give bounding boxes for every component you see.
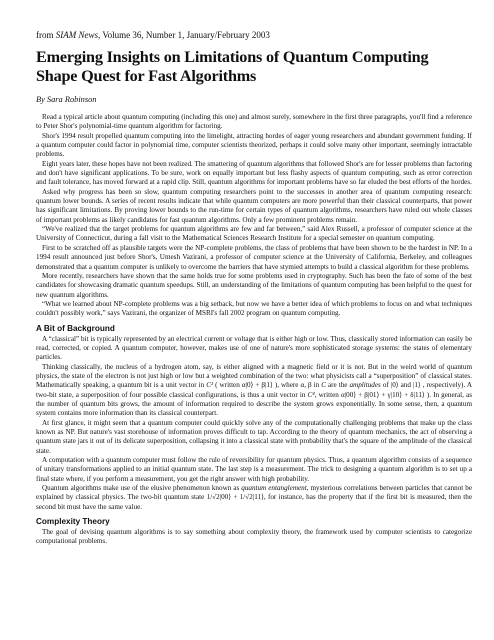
text-run: are the [325, 381, 350, 390]
section-heading: A Bit of Background [36, 323, 115, 333]
text-run: ). In general, as the number of quantum bits grows, the amount of information required to describe the system grows exponentially. In some sense, then, a quantum system contains more information than its classical counterpart. [36, 390, 472, 418]
paragraph [36, 363, 472, 419]
section-heading: Complexity Theory [36, 517, 110, 527]
math-entangled-state: 1/√2|00⟩ + 1/√2|11⟩ [206, 493, 264, 502]
paragraph: A “classical” bit is typically represented by an electrical current or voltage that is either high or low. Thus, classically stored information can easily be read, corrected, or copied. A quantum computer, however, makes use of one of nature's more sophisticated storage systems: the states of elementary particles. [36, 334, 472, 362]
text-run: , written [314, 390, 341, 399]
source-line [36, 30, 472, 41]
math-qubit: α|0⟩ + β|1⟩ [241, 381, 273, 390]
text-run: of [380, 381, 391, 390]
text-run: , mysterious correlations between particles that cannot be explained by classical physics. The two-bit quantum state [36, 484, 472, 502]
paragraph: More recently, researchers have shown that the same holds true for some problems used in cryptography. Such has been the fate of some of the best candidates for showcasing dramatic quantum speedups. Still, an understanding of the limitations of quantum computing has been helpful to the quest for new quantum algorithms. [36, 271, 472, 299]
article-body [36, 113, 472, 547]
math-ket0: |0⟩ [390, 381, 399, 390]
article-title: Emerging Insights on Limitations of Quantum Computing Shape Quest for Fast Algorithms [36, 48, 429, 85]
emphasis-entanglement: quantum entanglement [241, 484, 307, 493]
paragraph: “What we learned about NP-complete problems was a big setback, but now we have a better idea of which problems to focus on and what techniques couldn't possibly work,” says Vazirani, the organizer of MSRI's fall 2002 program on quantum computing. [36, 299, 472, 318]
paragraph: Read a typical article about quantum computing (including this one) and almost surely, somewhere in the first three paragraphs, you'll find a reference to Peter Shor's polynomial-time quantum algorithm for factoring. [36, 113, 472, 131]
text-run: ( written [213, 381, 242, 390]
paragraph: A computation with a quantum computer must follow the rule of reversibility for quantum physics. Thus, a quantum algorithm consists of a sequence of unitary transformations applied to an initial quantum state. The last step is a measurement. The trick to designing a quantum algorithm is to set up a final state where, if you perform a measurement, you get the right answer with high probability. [36, 456, 472, 483]
paragraph: Eight years later, these hopes have not been realized. The smattering of quantum algorithms that followed Shor's are for lesser problems than factoring and don't have significant applications. To be sure, work on equally important but less flashy aspects of quantum computing, such as error correction and fault tolerance, has moved forward at a rapid clip. Still, quantum algorithms for important problems have so far eluded the best efforts of the hordes. [36, 159, 472, 187]
text-run: ), where α, β in [272, 381, 322, 390]
paragraph: First to be scratched off as plausible targets were the NP-complete problems, the class of problems that have been shown to be the hardest in NP. In a 1994 result announced just before Shor's, Umesh Vazirani, a professor of computer science at the University of California, Berkeley, and colleagues demonstrated that a quantum computer is unlikely to overcome the barriers that have stymied attempts to build a classical algorithm for these problems. [36, 243, 472, 271]
math-c: C [321, 381, 326, 390]
math-ket1: |1⟩ [412, 381, 421, 390]
math-c4: C⁴ [307, 390, 315, 399]
journal-name: SIAM News [55, 30, 98, 40]
text-run: and [398, 381, 413, 390]
text-run: , respectively). A two-bit state, a superposition of four possible classical configurations, is thus a unit vector in [36, 381, 472, 399]
paragraph: “We've realized that the target problems for quantum algorithms are few and far between,” said Alex Russell, a professor of computer science at the University of Connecticut, during a fall visit to the Mathematical Sciences Research Institute for a special semester on quantum computing. [36, 225, 472, 243]
source-prefix: from [36, 30, 56, 40]
text-run: , for instance, has the property that if the first bit is measured, then the second bit must have the same value. [36, 493, 472, 511]
math-c2: C² [206, 381, 214, 390]
byline: By Sara Robinson [36, 95, 97, 104]
paragraph: Shor's 1994 result propelled quantum computing into the limelight, attracting hordes of eager young researchers and abundant government funding. If a quantum computer could factor in polynomial time, computer scientists theorized, perhaps it could solve many other important, seemingly intractable problems. [36, 131, 472, 159]
text-run: Quantum algorithms make use of the elusive phenomenon known as [42, 484, 242, 493]
paragraph: At first glance, it might seem that a quantum computer could quickly solve any of the computationally challenging problems that make up the class known as NP. But nature's vast storehouse of information proves difficult to tap. According to the theory of quantum mechanics, the act of observing a quantum state jars it out of its delicate superposition, collapsing it into a classical state with probability that's the square of the amplitude of the classical state. [36, 418, 472, 455]
paragraph [36, 484, 472, 512]
emphasis-amplitudes: amplitudes [349, 381, 381, 390]
text-run: Thinking classically, the nucleus of a hydrogen atom, say, is either aligned with a magnetic field or it is not. But in the weird world of quantum physics, the state of the electron is not just high or low but a weighted combination of the two: what physicists call a “superposition” of classical states. Mathematically speaking, a quantum bit is a unit vector in [36, 362, 472, 390]
paragraph: Asked why progress has been so slow, quantum computing researchers point to the successes in another area of quantum computing research: quantum lower bounds. A series of recent results indicate that while quantum computers are more powerful than their classical counterparts, that power has significant limitations. By proving lower bounds to the run-time for certain types of quantum algorithms, researchers have ruled out whole classes of important problems as likely candidates for fast quantum algorithms. Only a few prominent problems remain. [36, 187, 472, 224]
issue-info: , Volume 36, Number 1, January/February 2003 [98, 30, 270, 40]
math-two-bit-state: α|00⟩ + β|01⟩ + γ|10⟩ + δ|11⟩ [340, 390, 425, 399]
paragraph: The goal of devising quantum algorithms is to say something about complexity theory, the framework used by computer scientists to categorize computational problems. [36, 528, 472, 546]
